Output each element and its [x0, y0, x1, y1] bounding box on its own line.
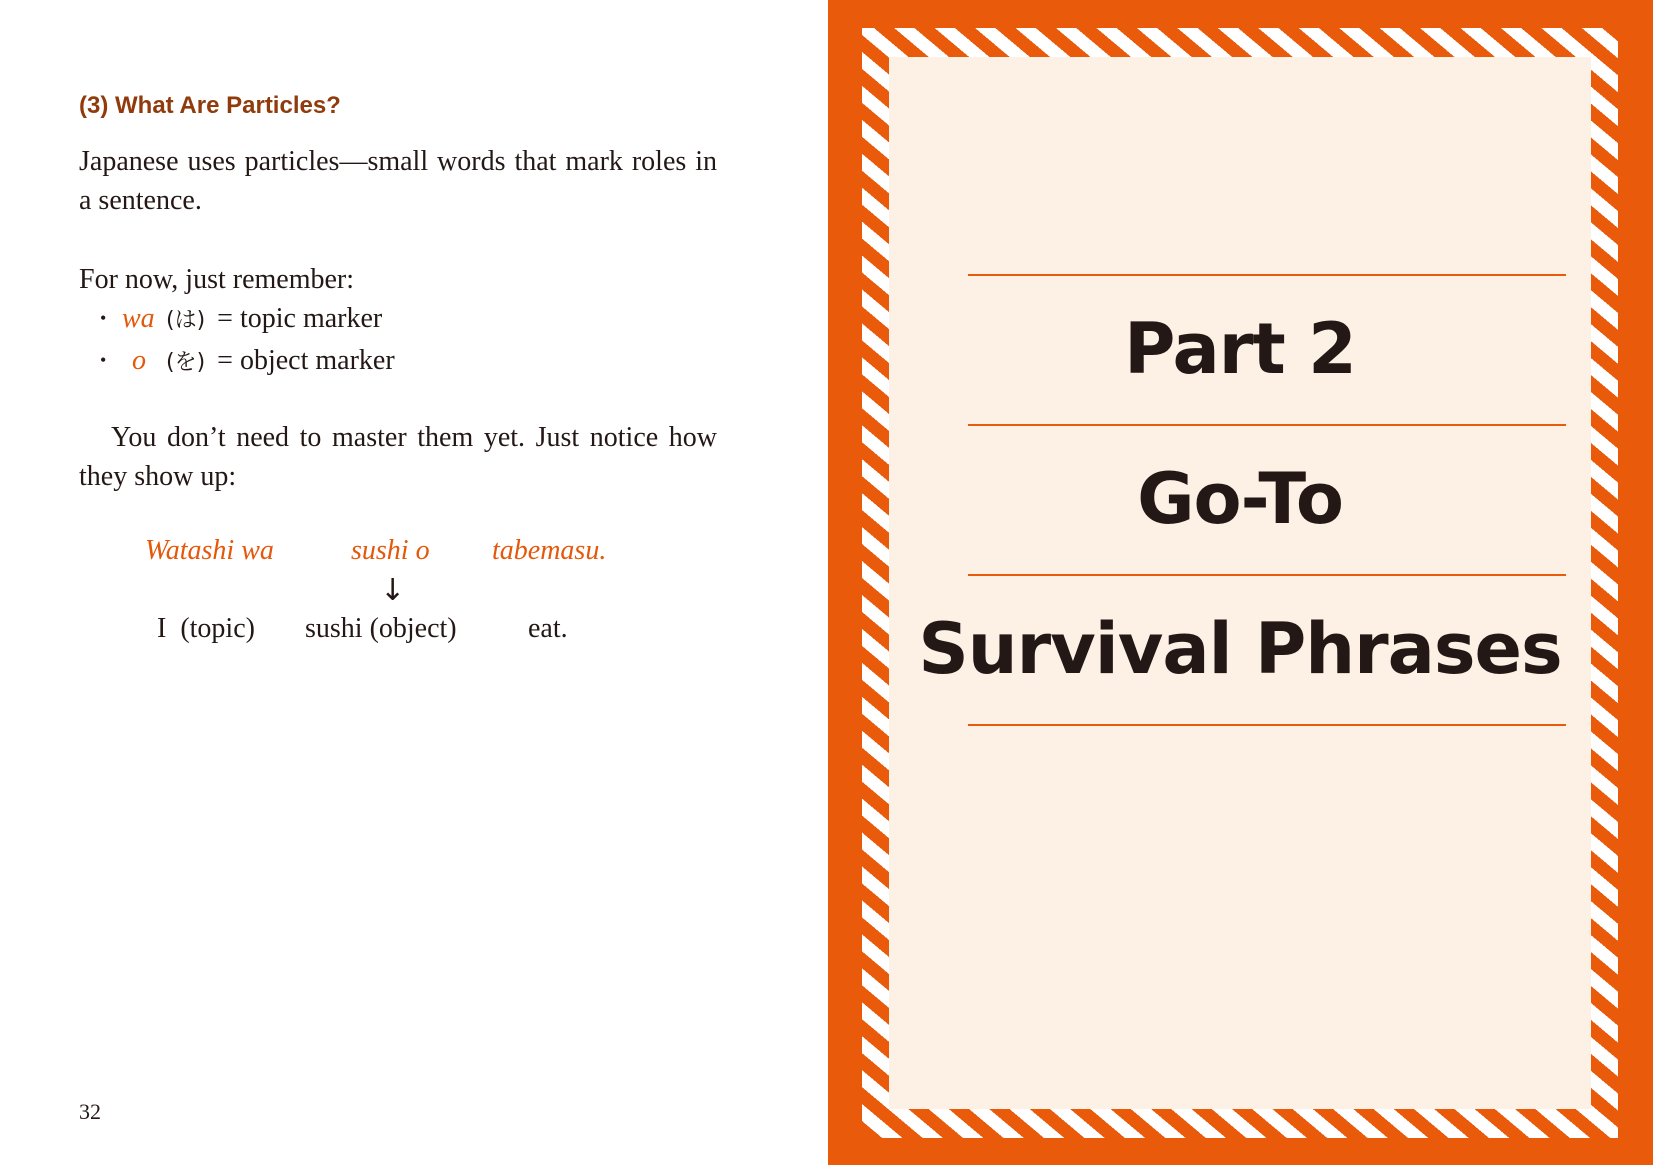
- example-jp-watashi: Watashi wa: [145, 535, 274, 566]
- particle-meaning: = object marker: [217, 345, 395, 376]
- title-go-to: Go-To: [1137, 458, 1343, 540]
- down-arrow-icon: ↓: [380, 573, 406, 608]
- example-en-eat: eat.: [528, 613, 568, 644]
- particle-meaning: = topic marker: [217, 303, 383, 334]
- particle-list: [100, 299, 395, 383]
- kana-wo: (を): [166, 350, 206, 375]
- remember-paragraph: For now, just remember:: [79, 264, 355, 295]
- list-item: [100, 299, 395, 341]
- divider-rule: [968, 424, 1566, 426]
- particle-o: o: [132, 345, 146, 376]
- divider-rule: [968, 574, 1566, 576]
- divider-rule: [968, 724, 1566, 726]
- title-part: Part 2: [1124, 308, 1356, 390]
- right-page: [828, 0, 1653, 1165]
- list-item: [100, 341, 395, 383]
- bullet-dot: •: [100, 308, 107, 328]
- example-en-topic: I (topic): [157, 613, 255, 644]
- particle-wa: wa: [122, 303, 155, 334]
- example-sentence: [0, 535, 828, 655]
- notice-paragraph: You don’t need to master them yet. Just notice how they show up:: [79, 422, 717, 492]
- example-jp-sushi: sushi o: [351, 535, 430, 566]
- title-panel: [889, 57, 1591, 1109]
- page-number: 32: [79, 1099, 101, 1124]
- example-jp-tabemasu: tabemasu.: [492, 535, 607, 566]
- title-survival-phrases: Survival Phrases: [918, 608, 1562, 690]
- kana-ha: (は): [166, 308, 206, 333]
- example-en-object: sushi (object): [305, 613, 457, 644]
- section-heading: (3) What Are Particles?: [79, 92, 341, 119]
- bullet-dot: •: [100, 350, 107, 370]
- divider-rule: [968, 274, 1566, 276]
- intro-paragraph: Japanese uses particles—small words that mark roles in a sentence.: [79, 146, 717, 216]
